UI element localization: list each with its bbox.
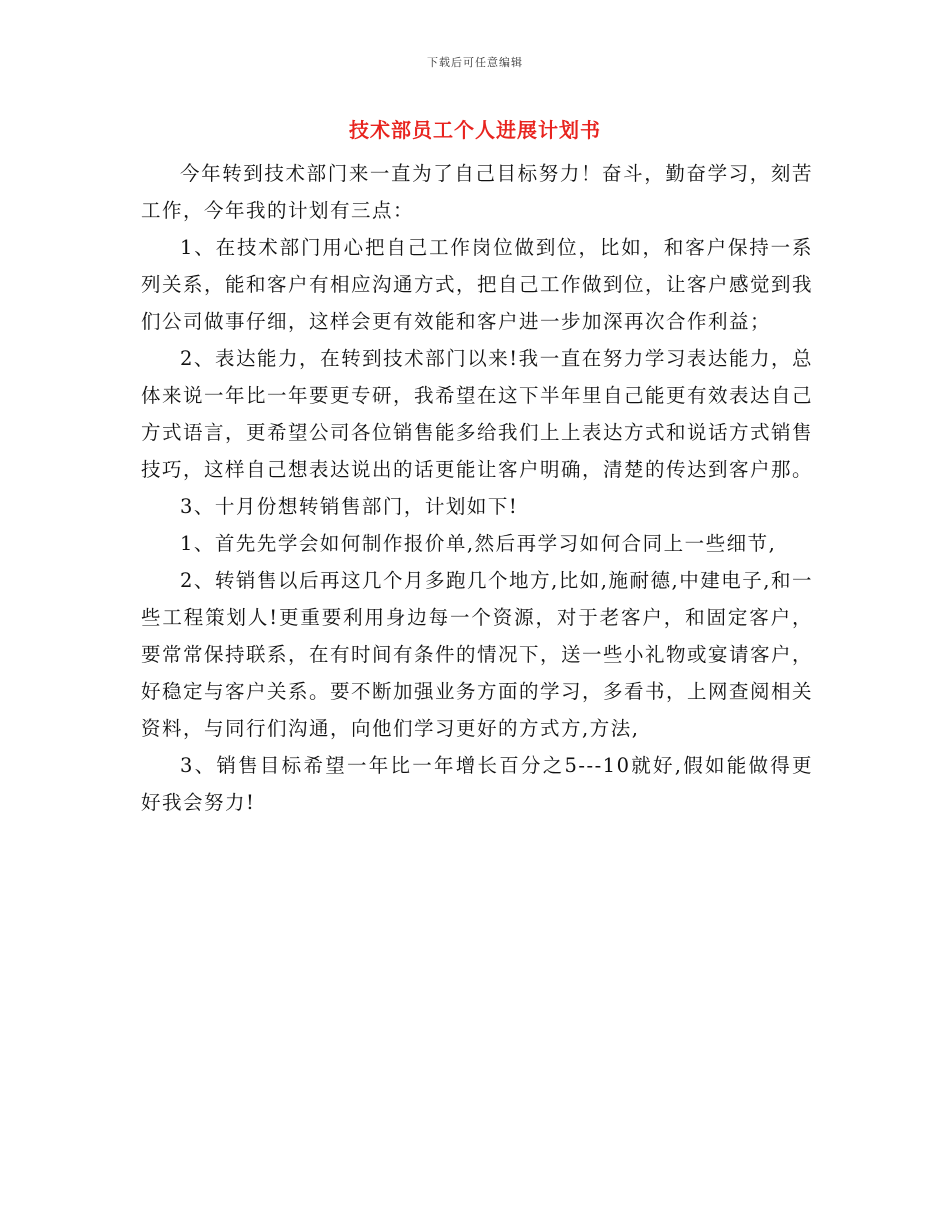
paragraph-point-3: 3、十月份想转销售部门，计划如下! (180, 495, 519, 518)
paragraph-intro: 今年转到技术部门来一直为了自己目标努力！奋斗，勤奋学习，刻苦工作，今年我的计划有三点： (141, 162, 813, 222)
document-body (141, 155, 813, 821)
paragraph-plan-2: 2、转销售以后再这几个月多跑几个地方,比如,施耐德,中建电子,和一些工程策划人!更重要利用身边每一个资源，对于老客户，和固定客户，要常常保持联系，在有时间有条件的情况下，送一些小礼物或宴请客户，好稳定与客户关系。要不断加强业务方面的学习，多看书，上网查阅相关资料，与同行们沟通，向他们学习更好的方式方,方法, (141, 569, 814, 740)
paragraph-point-2: 2、表达能力，在转到技术部门以来!我一直在努力学习表达能力，总体来说一年比一年要更专研，我希望在这下半年里自己能更有效表达自己方式语言，更希望公司各位销售能多给我们上上表达方式和说话方式销售技巧，这样自己想表达说出的话更能让客户明确，清楚的传达到客户那。 (141, 347, 814, 481)
document-title: 技术部员工个人进展计划书 (349, 118, 601, 142)
header-note: 下载后可任意编辑 (427, 56, 523, 69)
paragraph-plan-3: 3、销售目标希望一年比一年增长百分之5---10就好,假如能做得更好我会努力! (141, 754, 813, 814)
paragraph-point-1: 1、在技术部门用心把自己工作岗位做到位，比如，和客户保持一系列关系，能和客户有相应沟通方式，把自己工作做到位，让客户感觉到我们公司做事仔细，这样会更有效能和客户进一步加深再次合作利益； (141, 236, 814, 333)
paragraph-plan-1: 1、首先先学会如何制作报价单,然后再学习如何合同上一些细节, (180, 532, 777, 555)
